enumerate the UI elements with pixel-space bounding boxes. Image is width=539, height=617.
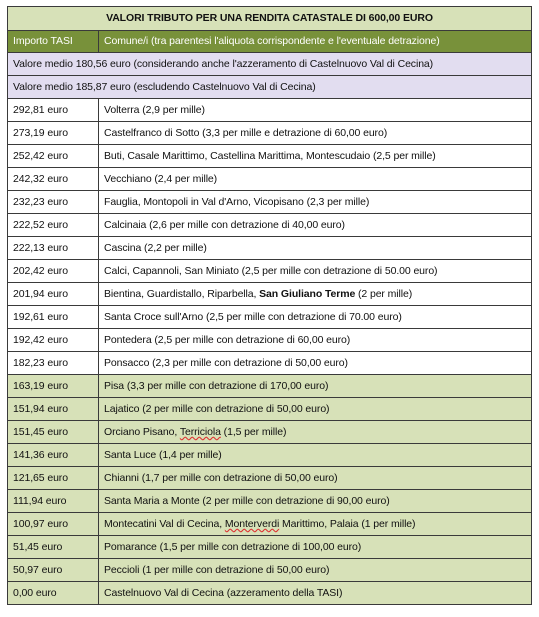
comune-bold-text: San Giuliano Terme [259,288,356,300]
comune-cell: Peccioli (1 per mille con detrazione di 50,00 euro) [99,559,532,582]
comune-cell: Castelnuovo Val di Cecina (azzeramento della TASI) [99,582,532,605]
comune-cell: Santa Croce sull'Arno (2,5 per mille con detrazione di 70.00 euro) [99,306,532,329]
comune-cell: Lajatico (2 per mille con detrazione di 50,00 euro) [99,398,532,421]
comune-text: Montecatini Val di Cecina, [104,518,225,530]
comune-cell: Volterra (2,9 per mille) [99,99,532,122]
table-row [8,467,532,490]
tasi-table-container [7,6,531,605]
comune-cell [99,421,532,444]
amount-cell: 192,42 euro [8,329,99,352]
table-row [8,99,532,122]
comune-cell: Fauglia, Montopoli in Val d'Arno, Vicopisano (2,3 per mille) [99,191,532,214]
table-row [8,122,532,145]
comune-cell: Pisa (3,3 per mille con detrazione di 170,00 euro) [99,375,532,398]
header-comune: Comune/i (tra parentesi l'aliquota corrispondente e l'eventuale detrazione) [99,31,532,53]
table-row [8,559,532,582]
table-row [8,536,532,559]
table-header-row [8,31,532,53]
table-row [8,191,532,214]
comune-cell: Santa Luce (1,4 per mille) [99,444,532,467]
comune-text: Orciano Pisano, [104,426,180,438]
amount-cell: 242,32 euro [8,168,99,191]
comune-text: (1,5 per mille) [220,426,287,438]
amount-cell: 232,23 euro [8,191,99,214]
amount-cell: 0,00 euro [8,582,99,605]
comune-cell [99,513,532,536]
amount-cell: 222,13 euro [8,237,99,260]
amount-cell: 292,81 euro [8,99,99,122]
amount-cell: 151,94 euro [8,398,99,421]
table-row [8,260,532,283]
amount-cell: 100,97 euro [8,513,99,536]
amount-cell: 121,65 euro [8,467,99,490]
comune-cell: Calci, Capannoli, San Miniato (2,5 per mille con detrazione di 50.00 euro) [99,260,532,283]
comune-spellcheck-text: Monterverdi [224,518,280,530]
average-without-castelnuovo: Valore medio 185,87 euro (escludendo Castelnuovo Val di Cecina) [8,76,532,99]
comune-cell: Chianni (1,7 per mille con detrazione di 50,00 euro) [99,467,532,490]
amount-cell: 192,61 euro [8,306,99,329]
comune-text: Marittimo, Palaia (1 per mille) [279,518,416,530]
average-with-castelnuovo: Valore medio 180,56 euro (considerando anche l'azzeramento di Castelnuovo Val di Cecina) [8,53,532,76]
table-row [8,490,532,513]
table-row [8,352,532,375]
amount-cell: 111,94 euro [8,490,99,513]
amount-cell: 202,42 euro [8,260,99,283]
amount-cell: 51,45 euro [8,536,99,559]
amount-cell: 222,52 euro [8,214,99,237]
table-title-row [8,7,532,31]
comune-cell: Castelfranco di Sotto (3,3 per mille e detrazione di 60,00 euro) [99,122,532,145]
comune-cell: Calcinaia (2,6 per mille con detrazione di 40,00 euro) [99,214,532,237]
table-row [8,421,532,444]
amount-cell: 201,94 euro [8,283,99,306]
table-row [8,168,532,191]
table-row [8,582,532,605]
amount-cell: 50,97 euro [8,559,99,582]
amount-cell: 141,36 euro [8,444,99,467]
amount-cell: 163,19 euro [8,375,99,398]
table-row [8,306,532,329]
average-row [8,76,532,99]
table-row [8,375,532,398]
table-row [8,214,532,237]
amount-cell: 182,23 euro [8,352,99,375]
comune-cell [99,283,532,306]
table-row [8,329,532,352]
amount-cell: 151,45 euro [8,421,99,444]
table-title: VALORI TRIBUTO PER UNA RENDITA CATASTALE DI 600,00 EURO [8,7,532,31]
comune-cell: Buti, Casale Marittimo, Castellina Marittima, Montescudaio (2,5 per mille) [99,145,532,168]
comune-cell: Pontedera (2,5 per mille con detrazione di 60,00 euro) [99,329,532,352]
comune-text: Bientina, Guardistallo, Riparbella, [104,288,260,300]
table-row [8,444,532,467]
comune-cell: Vecchiano (2,4 per mille) [99,168,532,191]
comune-cell: Santa Maria a Monte (2 per mille con detrazione di 90,00 euro) [99,490,532,513]
tasi-table [7,6,532,605]
amount-cell: 273,19 euro [8,122,99,145]
comune-cell: Cascina (2,2 per mille) [99,237,532,260]
comune-cell: Pomarance (1,5 per mille con detrazione di 100,00 euro) [99,536,532,559]
table-row [8,237,532,260]
comune-spellcheck-text: Terriciola [179,426,221,438]
table-row [8,513,532,536]
header-importo: Importo TASI [8,31,99,53]
table-row [8,398,532,421]
comune-cell: Ponsacco (2,3 per mille con detrazione di 50,00 euro) [99,352,532,375]
table-row [8,145,532,168]
average-row [8,53,532,76]
table-row [8,283,532,306]
comune-text: (2 per mille) [355,288,413,300]
amount-cell: 252,42 euro [8,145,99,168]
